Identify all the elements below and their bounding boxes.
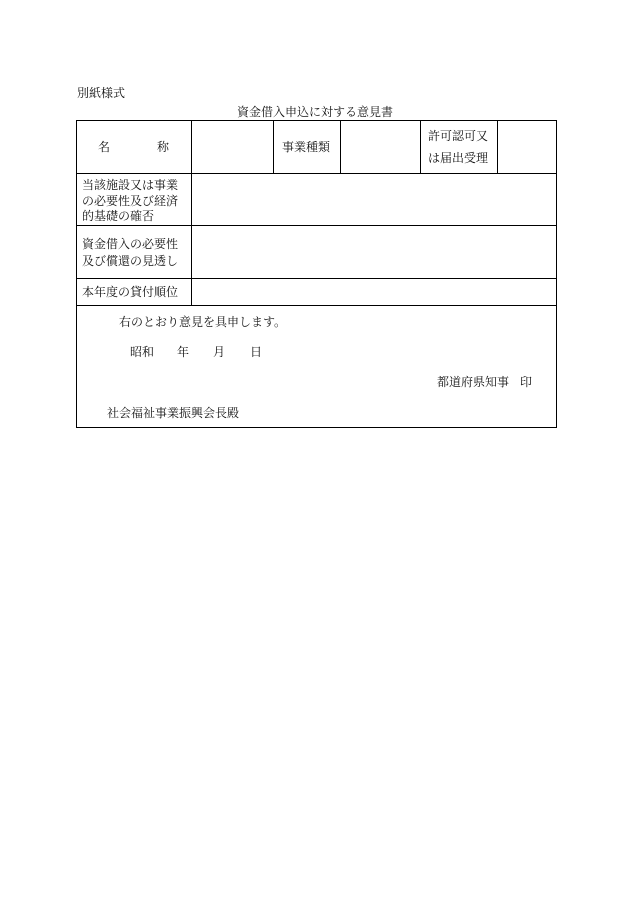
- repayment-label-line-2: 及び償還の見透し: [82, 254, 179, 268]
- day-label: 日: [250, 345, 263, 359]
- row-divider: [76, 305, 557, 306]
- row-divider: [76, 278, 557, 279]
- row-divider: [76, 225, 557, 226]
- month-label: 月: [213, 345, 226, 359]
- form-label: 別紙様式: [77, 86, 126, 100]
- necessity-label-line-2: の必要性及び経済: [82, 194, 179, 208]
- business-type-label: 事業種類: [282, 140, 331, 154]
- statement-text: 右のとおり意見を具申します。: [119, 315, 287, 329]
- name-label-char-1: 名: [98, 140, 111, 154]
- repayment-label-line-1: 資金借入の必要性: [82, 237, 179, 251]
- column-divider: [273, 120, 274, 173]
- necessity-label-line-3: 的基礎の確否: [82, 209, 155, 223]
- addressee-label: 社会福祉事業振興会長殿: [107, 406, 240, 420]
- name-label-char-2: 称: [157, 140, 170, 154]
- signer-label: 都道府県知事: [437, 375, 510, 389]
- permit-label-line-2: は届出受理: [428, 151, 489, 165]
- year-label: 年: [177, 345, 190, 359]
- column-divider: [340, 120, 341, 173]
- label-column-divider: [191, 120, 192, 305]
- column-divider: [497, 120, 498, 173]
- permit-label-line-1: 許可認可又: [428, 129, 489, 143]
- table-bottom-border: [76, 427, 557, 428]
- table-left-border: [76, 120, 77, 428]
- row-divider: [76, 173, 557, 174]
- necessity-label-line-1: 当該施設又は事業: [82, 178, 179, 192]
- loan-priority-label: 本年度の貸付順位: [82, 285, 179, 299]
- table-right-border: [556, 120, 557, 428]
- seal-label: 印: [520, 375, 533, 389]
- document-title: 資金借入申込に対する意見書: [236, 105, 393, 119]
- table-top-border: [76, 120, 557, 121]
- era-label: 昭和: [130, 345, 155, 359]
- column-divider: [420, 120, 421, 173]
